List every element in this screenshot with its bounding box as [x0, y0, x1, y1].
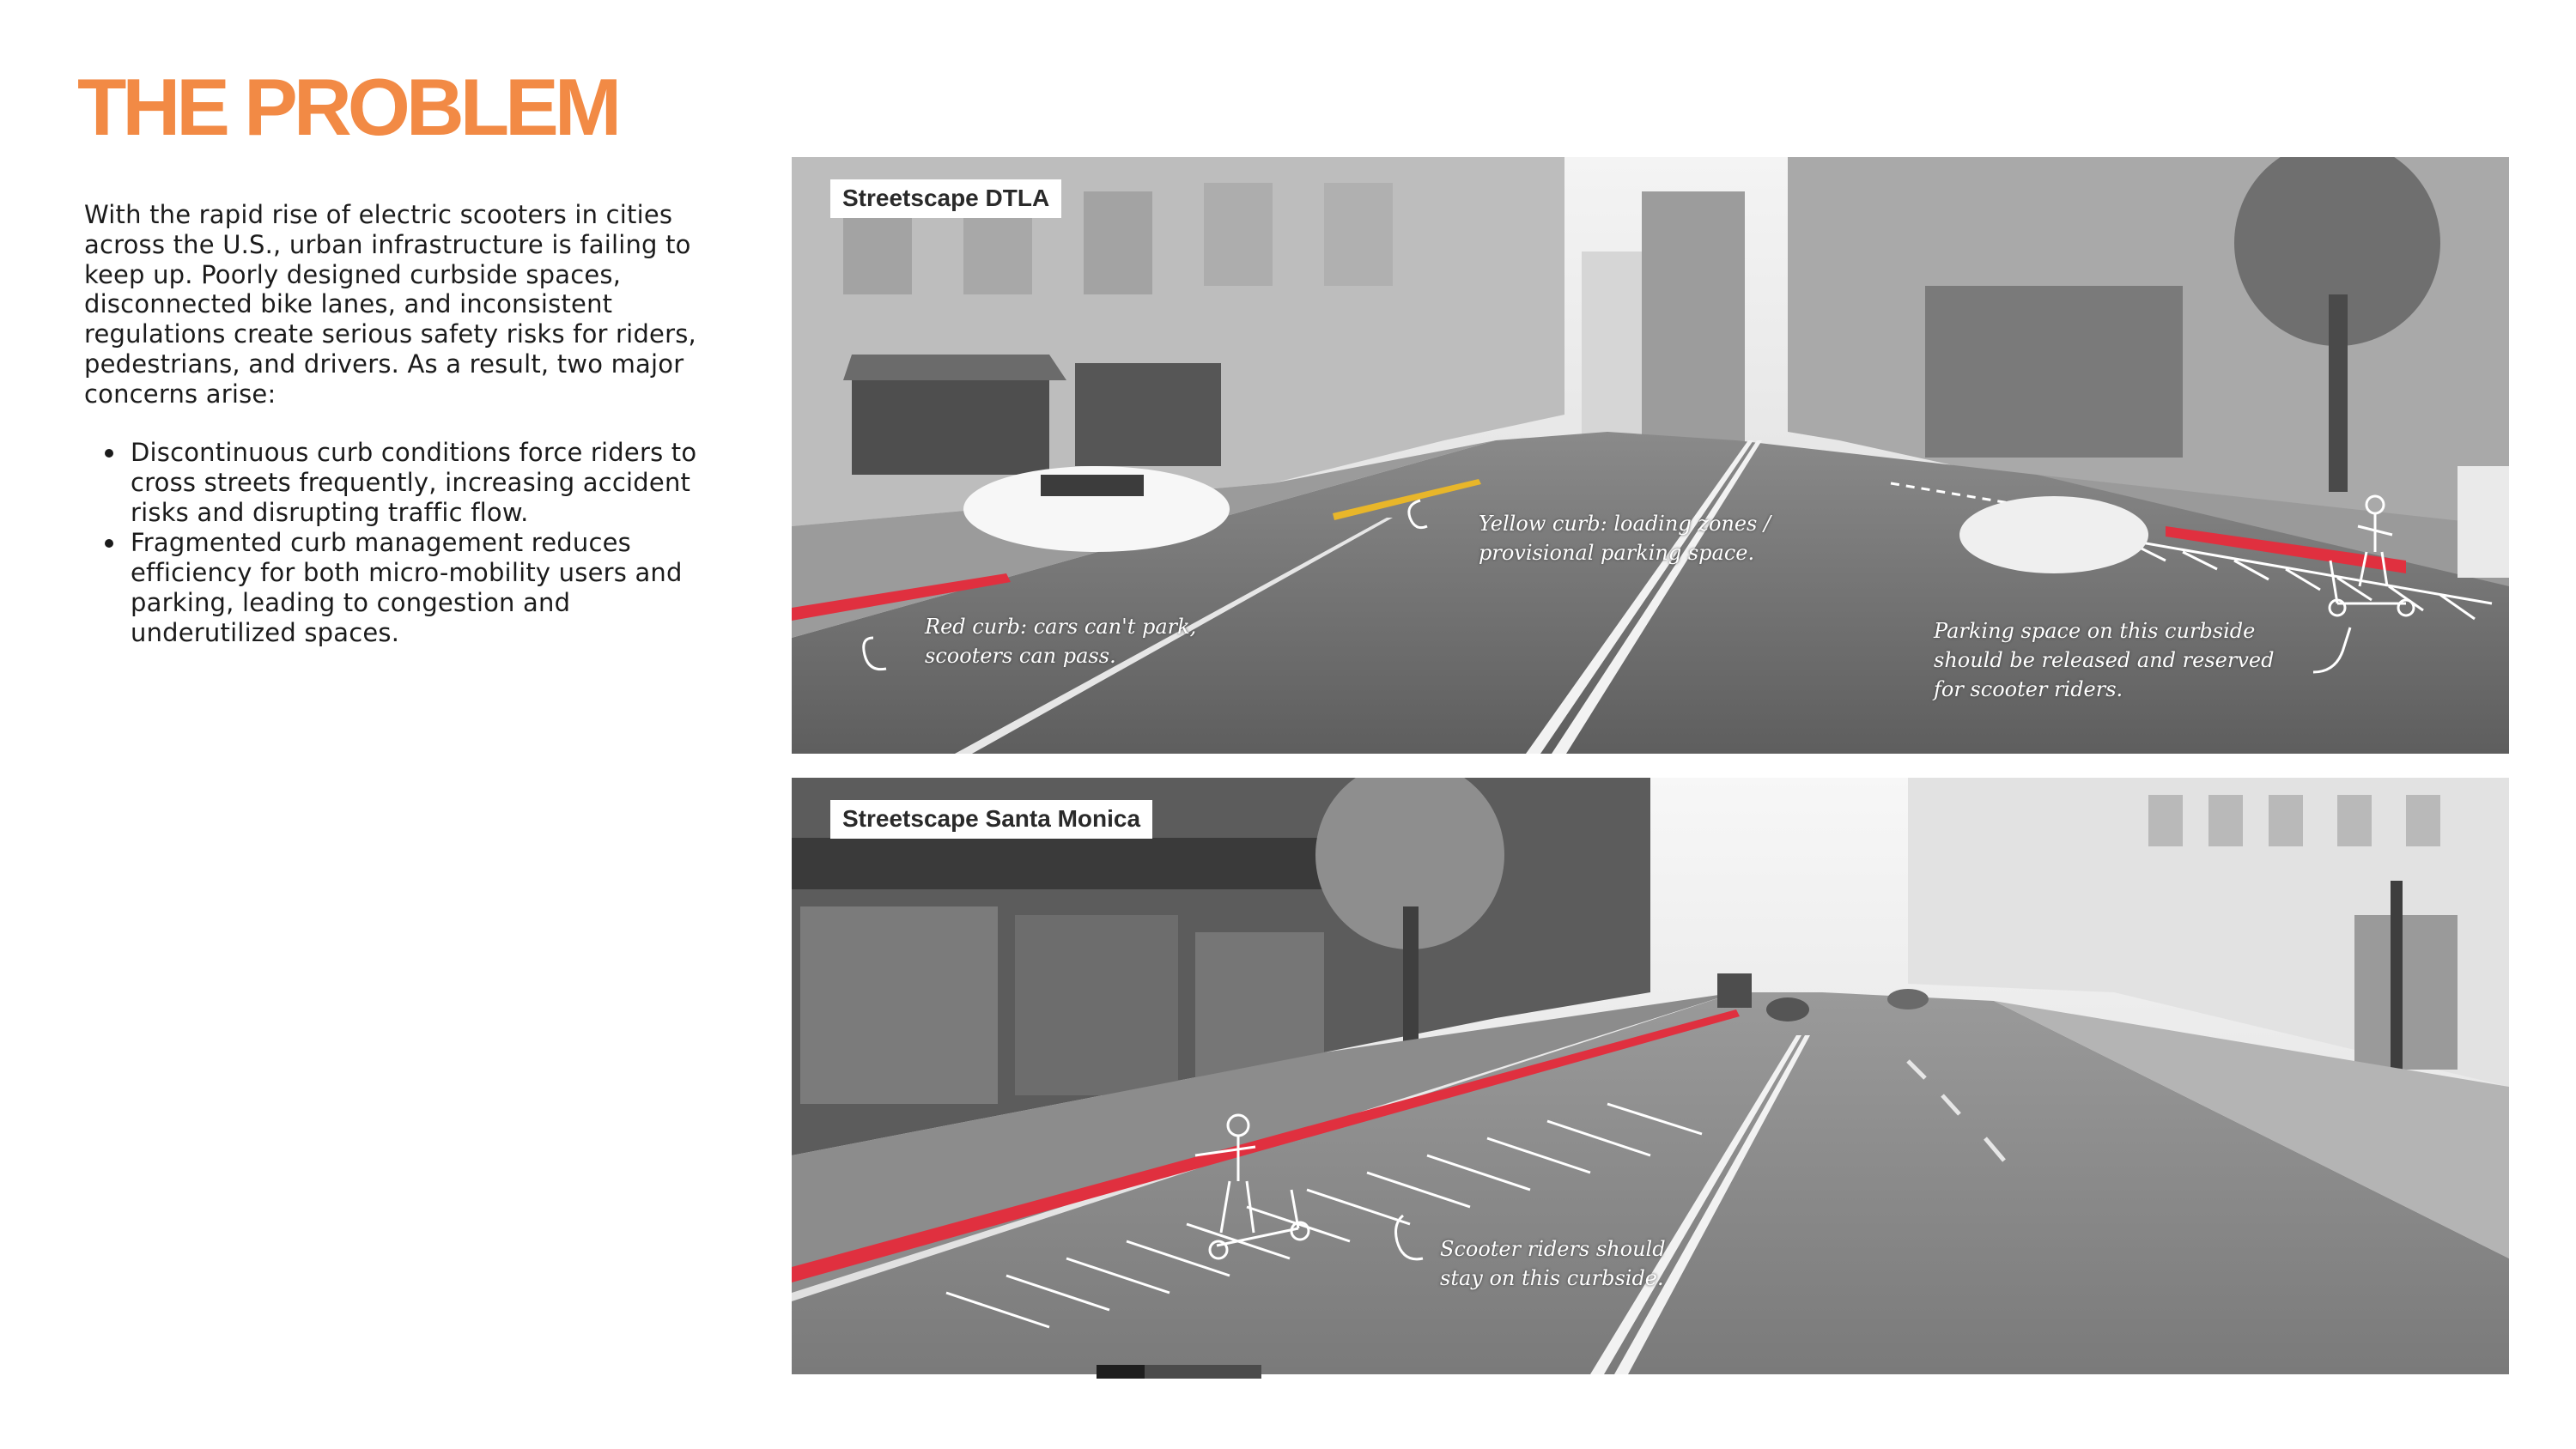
- photo-caption-santa-monica: Streetscape Santa Monica: [830, 800, 1152, 839]
- building-window: [1084, 191, 1152, 294]
- bus: [1717, 973, 1752, 1008]
- building-window: [2148, 795, 2183, 846]
- bullet-dot-icon: [105, 539, 113, 548]
- storefront: [1925, 286, 2183, 458]
- storefront-banner: [792, 838, 1324, 889]
- storefront: [1075, 363, 1221, 466]
- building-window: [1204, 183, 1273, 286]
- concern-text: Discontinuous curb conditions force riders to cross streets frequently, increasing accident risks and disrupting traffic flow.: [131, 438, 697, 527]
- building-window: [2337, 795, 2372, 846]
- gallery-pager[interactable]: [1097, 1365, 1261, 1379]
- streetscape-dtla-photo: [792, 157, 2509, 754]
- sedan: [1959, 496, 2148, 573]
- concern-item-curb-management: [84, 528, 724, 647]
- tree-trunk: [2329, 294, 2348, 492]
- annotation-parking-space: Parking space on this curbside should be released and reserved for scooter riders.: [1934, 619, 2275, 701]
- storefront: [1015, 915, 1178, 1095]
- bullet-dot-icon: [105, 449, 113, 458]
- van: [2458, 466, 2509, 578]
- annotation-yellow-curb: Yellow curb: loading zones / provisional parking space.: [1479, 512, 1771, 565]
- page-title: THE PROBLEM: [77, 62, 618, 152]
- building-window: [1324, 183, 1393, 286]
- concern-item-curb-conditions: [84, 438, 724, 527]
- streetscape-santa-monica-photo: [792, 778, 2509, 1374]
- storefront: [800, 906, 998, 1104]
- concerns-list: [84, 438, 724, 649]
- shop-door: [2354, 915, 2458, 1070]
- annotation-red-curb: Red curb: cars can't park, scooters can pass.: [925, 615, 1197, 668]
- building-window: [2406, 795, 2440, 846]
- car: [1887, 989, 1929, 1009]
- building-window: [2269, 795, 2303, 846]
- pager-active-segment[interactable]: [1097, 1365, 1145, 1379]
- building-window: [2208, 795, 2243, 846]
- photo-caption-dtla: Streetscape DTLA: [830, 179, 1061, 218]
- car: [1766, 997, 1809, 1022]
- intro-paragraph: With the rapid rise of electric scooters in cities across the U.S., urban infrastructure is failing to keep up. Poorly designed curbside spaces, disconnected bike lanes, and inconsistent regulations create serious safety risks for riders, pedestrians, and drivers. As a result, two major concerns arise:: [84, 200, 696, 409]
- concern-text: Fragmented curb management reduces efficiency for both micro-mobility users and parking, leading to congestion and underutilized spaces.: [131, 528, 683, 647]
- awning: [843, 355, 1066, 380]
- taxi-window: [1041, 475, 1144, 496]
- annotation-scooter-curbside: Scooter riders should stay on this curbside.: [1440, 1237, 1666, 1290]
